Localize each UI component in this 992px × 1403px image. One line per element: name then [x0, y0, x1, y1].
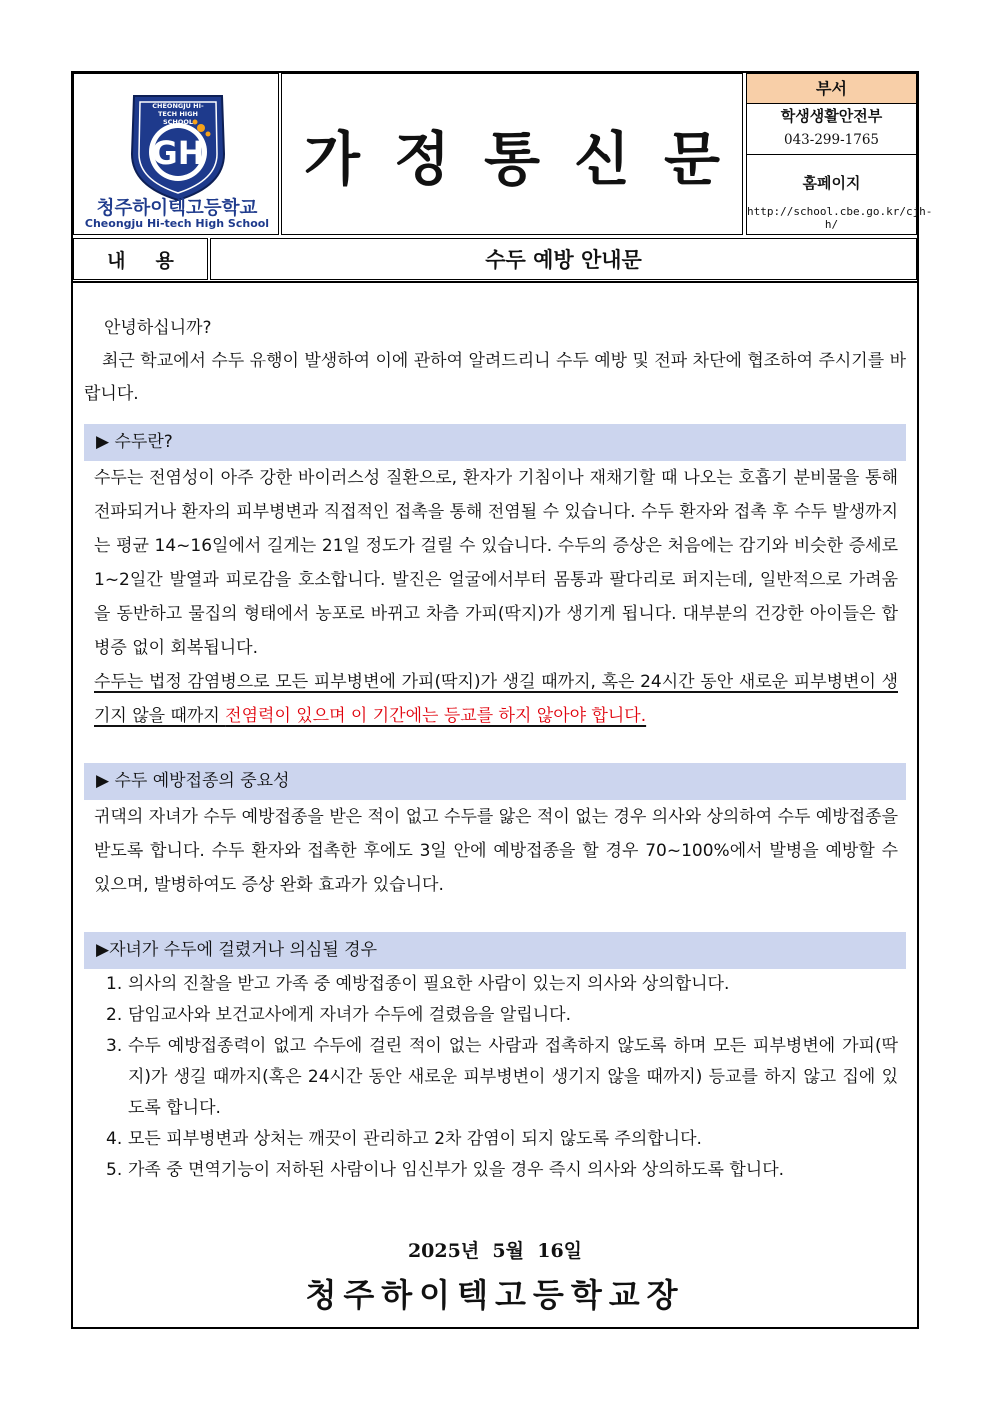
content	[84, 312, 906, 1186]
document-title-box	[281, 73, 755, 235]
list-item: 3. 수두 예방접종력이 없고 수두에 걸린 적이 없는 사람과 접촉하지 않도록 하며 모든 피부병변에 가피(딱지)가 생길 때까지(혹은 24시간 동안 새로운 피부병변이 생기지 않을 때까지) 등교를 하지 않고 집에 있도록 합니다.	[106, 1036, 898, 1118]
subject-label: 내용	[107, 249, 204, 272]
subject-row	[73, 238, 917, 280]
list-item: 1. 의사의 진찰을 받고 가족 중 예방접종이 필요한 사람이 있는지 의사와 상의합니다.	[106, 974, 730, 994]
subject-title: 수두 예방 안내문	[485, 248, 642, 272]
list-item: 2. 담임교사와 보건교사에게 자녀가 수두에 걸렸음을 알립니다.	[106, 1005, 571, 1025]
header-divider	[71, 281, 919, 283]
section-body-vaccination	[84, 800, 906, 902]
principal-signature: 청주하이텍고등학교장	[305, 1276, 685, 1314]
school-name-en: Cheongju Hi-tech High School	[84, 217, 270, 230]
logo-top-text: CHEONGJU HI-TECH HIGH SCHOOL	[152, 102, 204, 126]
list-item: 5. 가족 중 면역기능이 저하된 사람이나 임신부가 있을 경우 즉시 의사와 상의하도록 합니다.	[106, 1160, 785, 1180]
homepage-url[interactable]: http://school.cbe.go.kr/cjh-h/	[747, 205, 933, 231]
issue-date: 2025년 5월 16일	[407, 1240, 583, 1262]
varicella-warning	[94, 665, 898, 733]
section-body-varicella	[84, 461, 906, 733]
dept-phone: 043-299-1765	[783, 132, 879, 148]
list-item: 4. 모든 피부병변과 상처는 깨끗이 관리하고 2차 감염이 되지 않도록 주의합니다.	[106, 1129, 702, 1149]
section-heading-vaccination: ▶ 수두 예방접종의 중요성	[84, 763, 906, 800]
document-title: 가정통신문	[303, 125, 755, 193]
infected-guidance-list	[84, 969, 906, 1186]
section-heading-infected: ▶자녀가 수두에 걸렸거나 의심될 경우	[84, 932, 906, 969]
vaccination-description: 귀댁의 자녀가 수두 예방접종을 받은 적이 없고 수두를 앓은 적이 없는 경우 의사와 상의하여 수두 예방접종을 받도록 합니다. 수두 환자와 접촉한 후에도 3일 안에 예방접종을 할 경우 70~100%에서 발병을 예방할 수 있으며, 발병하여도 증상 완화 효과가 있습니다.	[94, 807, 898, 895]
header	[73, 73, 933, 235]
school-logo-box	[73, 73, 279, 235]
svg-text:GH: GH	[151, 134, 205, 172]
warning-red-text: 전염력이 있으며 이 기간에는 등교를 하지 않아야 합니다.	[225, 706, 647, 726]
subject-label-box	[73, 238, 208, 280]
dept-divider	[747, 154, 916, 155]
section-heading-varicella: ▶ 수두란?	[84, 424, 906, 461]
school-name: 청주하이텍고등학교	[96, 198, 258, 219]
department-box	[746, 73, 933, 235]
varicella-description: 수두는 전염성이 아주 강한 바이러스성 질환으로, 환자가 기침이나 재채기할 때 나오는 호흡기 분비물을 통해 전파되거나 환자의 피부병변과 직접적인 접촉을 통해 전염될 수 있습니다. 수두 환자와 접촉 후 수두 발생까지는 평균 14~16일에서 길게는 21일 정도가 걸릴 수 있습니다. 수두의 증상은 처음에는 감기와 비슷한 증세로 1~2일간 발열과 피로감을 호소합니다. 발진은 얼굴에서부터 몸통과 팔다리로 퍼지는데, 일반적으로 가려움을 동반하고 물집의 형태에서 농포로 바뀌고 차츰 가피(딱지)가 생기게 됩니다. 대부분의 건강한 아이들은 합병증 없이 회복됩니다.	[94, 468, 898, 658]
dept-name: 학생생활안전부	[780, 107, 883, 125]
intro-text: 최근 학교에서 수두 유행이 발생하여 이에 관하여 알려드리니 수두 예방 및 전파 차단에 협조하여 주시기를 바랍니다.	[84, 351, 906, 404]
greeting: 안녕하십니까?	[104, 318, 212, 338]
dept-label: 부서	[747, 74, 916, 104]
subject-title-box	[210, 238, 917, 280]
homepage-label: 홈페이지	[802, 174, 861, 192]
warning-black-text: 수두는 법정 감염병으로 모든 피부병변에 가피(딱지)가 생길 때까지, 혹은 24시간 동안 새로운 피부병변이 생기지 않을 때까지	[94, 672, 898, 726]
